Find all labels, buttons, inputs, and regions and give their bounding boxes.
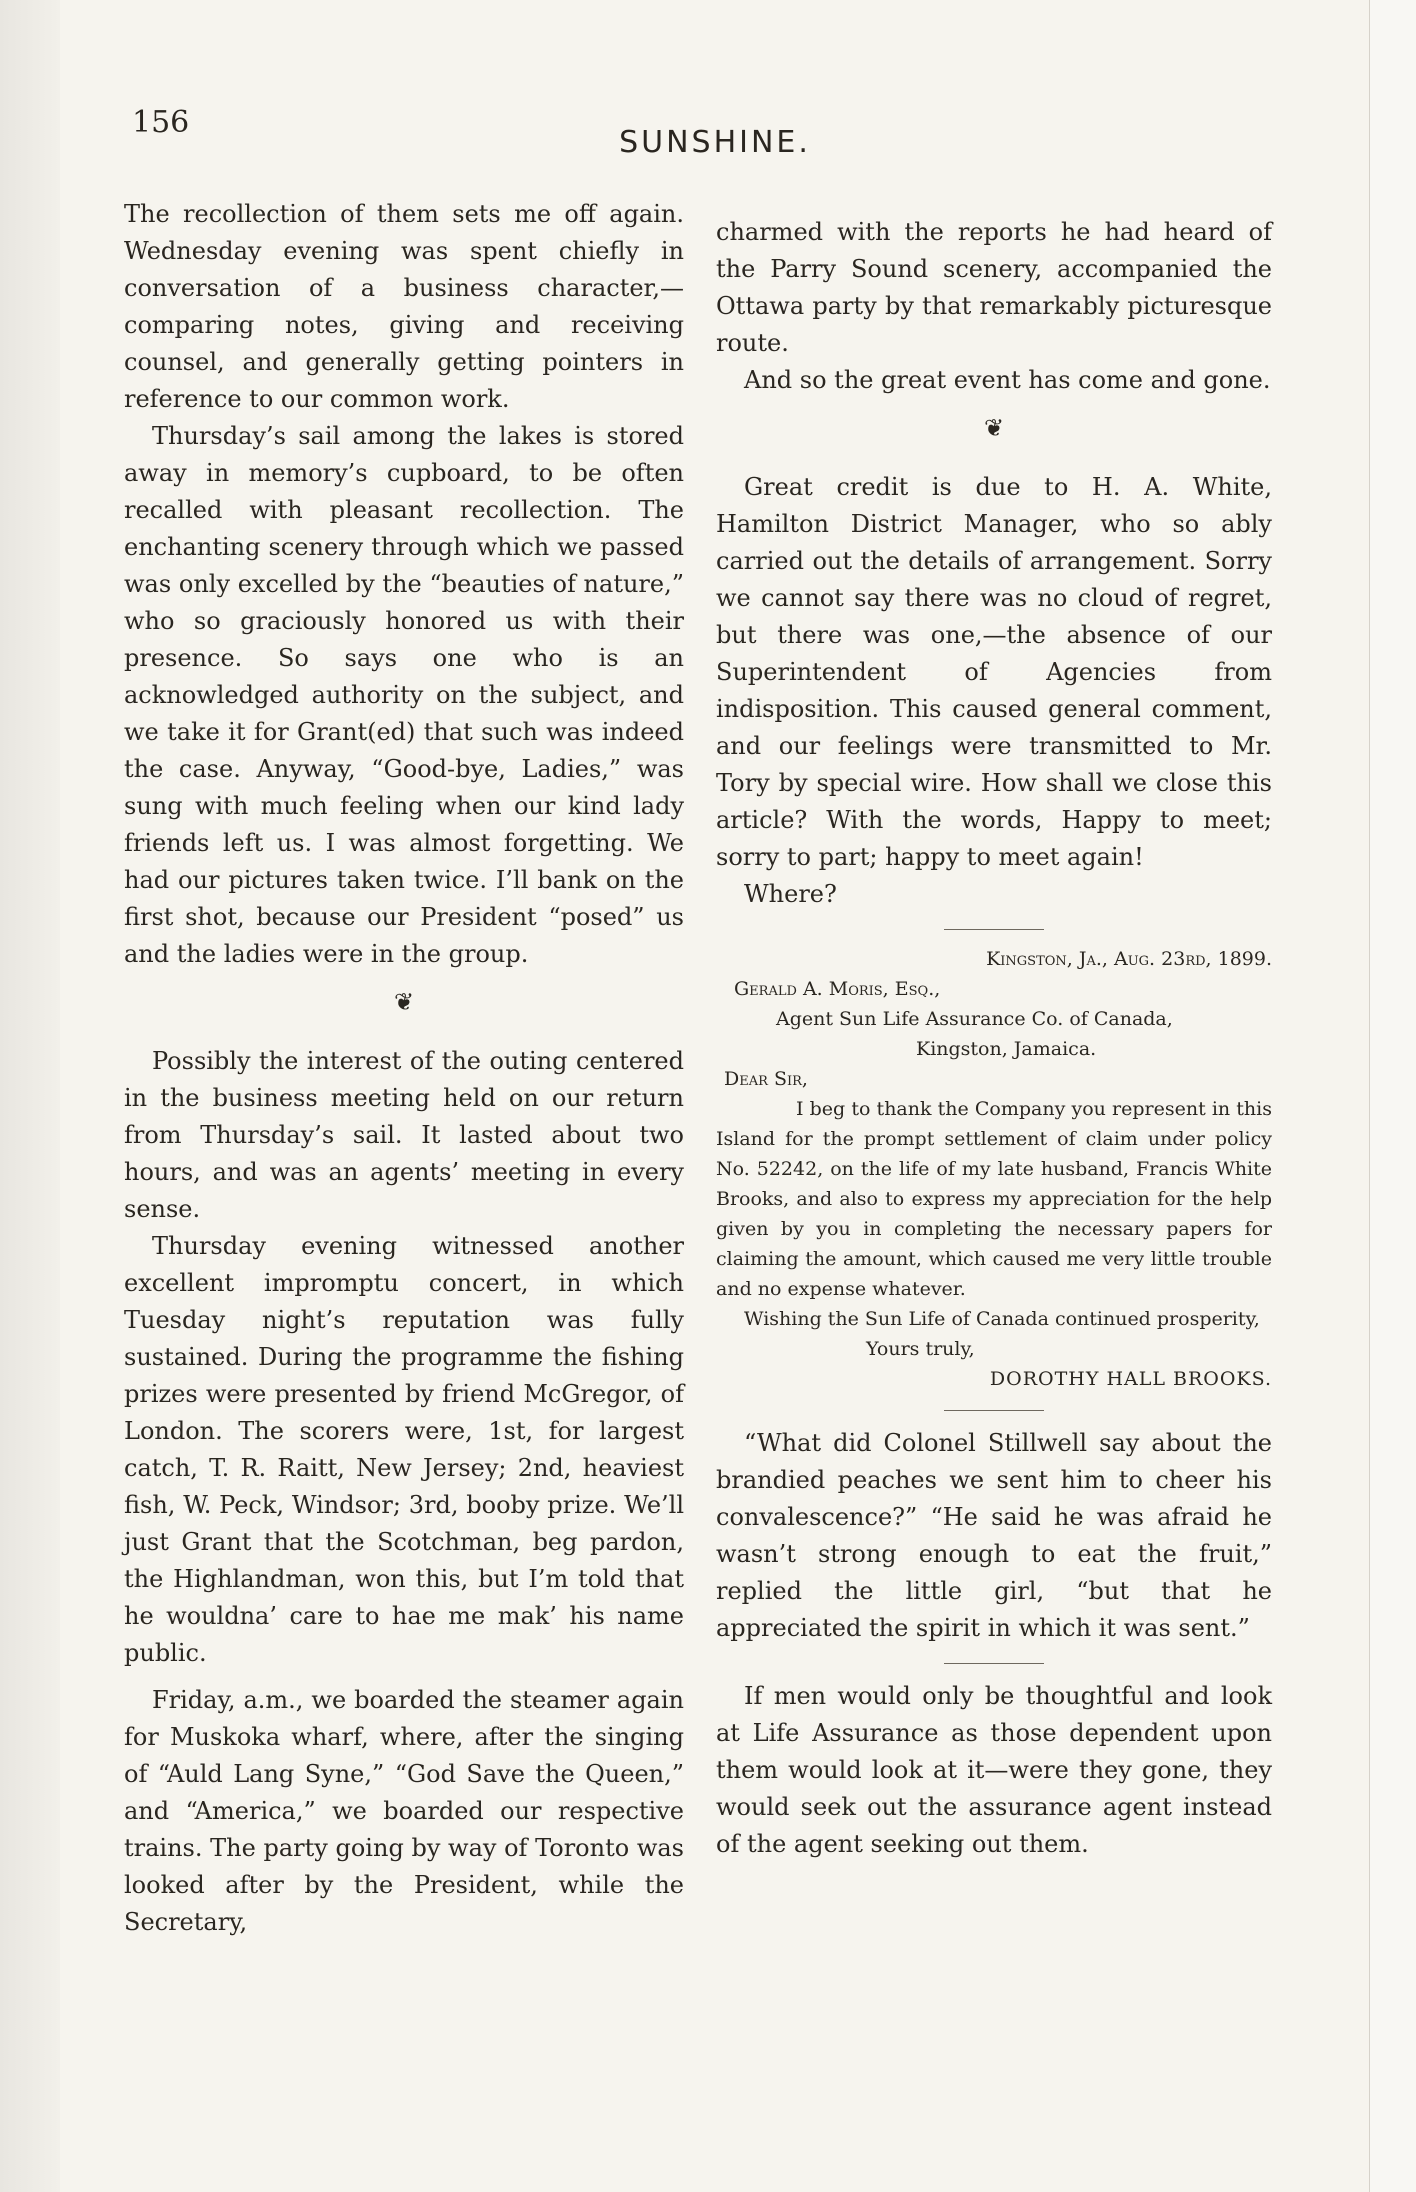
paragraph-thursday-evening: Thursday evening witnessed another excellent impromptu concert, in which Tuesday night’s reputation was fully sustained. During the programme the fishing prizes were presented by friend McGregor, of London. The scorers were, 1st, for largest catch, T. R. Raitt, New Jersey; 2nd, heaviest fish, W. Peck, Windsor; 3rd, booby prize. We’ll just Grant that the Scotchman, beg pardon, the Highlandman, won this, but I’m told that he wouldna’ care to hae me mak’ his name public. bbox=[124, 1232, 684, 1667]
left-column bbox=[124, 196, 684, 1941]
letter-signature: DOROTHY HALL BROOKS. bbox=[989, 1368, 1272, 1390]
testimonial-letter bbox=[716, 944, 1272, 1394]
paragraph-anecdote: “What did Colonel Stillwell say about the brandied peaches we sent him to cheer his convalescence?” “He said he was afraid he wasn’t strong enough to eat the fruit,” replied the little girl, “but that he appreciated the spirit in which it was sent.” bbox=[716, 1429, 1272, 1642]
fleuron-ornament: ❦ bbox=[393, 988, 415, 1016]
binding-edge bbox=[0, 0, 61, 2192]
paragraph-recollection: The recollection of them sets me off again. Wednesday evening was spent chiefly in conversation of a business character,—comparing notes, giving and receiving counsel, and generally getting pointers in reference to our common work. bbox=[124, 200, 684, 413]
letter-wish: Wishing the Sun Life of Canada continued prosperity, bbox=[744, 1308, 1260, 1330]
letter-addressee: Gerald A. Moris, Esq., bbox=[734, 978, 941, 1000]
paragraph-where: Where? bbox=[744, 880, 837, 908]
section-divider bbox=[944, 1663, 1044, 1664]
letter-salutation: Dear Sir, bbox=[724, 1068, 808, 1090]
letter-body: I beg to thank the Company you represent in this Island for the prompt settlement of claim under policy No. 52242, on the life of my late husband, Francis White Brooks, and also to express my appreciation for the help given by you in completing the necessary papers for claiming the amount, which caused me very little trouble and no expense whatever. bbox=[716, 1098, 1272, 1300]
letter-dateline: Kingston, Ja., Aug. 23rd, 1899. bbox=[986, 948, 1272, 970]
fleuron-ornament: ❦ bbox=[983, 414, 1005, 442]
paragraph-closing: If men would only be thoughtful and look at Life Assurance as those dependent upon them would look at it—were they gone, they would seek out the assurance agent instead of the agent seeking out them. bbox=[716, 1682, 1272, 1858]
letter-closing: Yours truly, bbox=[866, 1338, 975, 1360]
paragraph-business-meeting: Possibly the interest of the outing centered in the business meeting held on our return from Thursday’s sail. It lasted about two hours, and was an agents’ meeting in every sense. bbox=[124, 1047, 684, 1223]
letter-addressee-title: Agent Sun Life Assurance Co. of Canada, bbox=[776, 1008, 1173, 1030]
paragraph-friday: Friday, a.m., we boarded the steamer again for Muskoka wharf, where, after the singing of “Auld Lang Syne,” “God Save the Queen,” and “America,” we boarded our respective trains. The party going by way of Toronto was looked after by the President, while the Secretary, bbox=[124, 1686, 684, 1936]
paragraph-thursday-sail: Thursday’s sail among the lakes is stored away in memory’s cupboard, to be often recalled with pleasant recollection. The enchanting scenery through which we passed was only excelled by the “beauties of nature,” who so graciously honored us with their presence. So says one who is an acknowledged authority on the subject, and we take it for Grant(ed) that such was indeed the case. Anyway, “Good-bye, Ladies,” was sung with much feeling when our kind lady friends left us. I was almost forgetting. We had our pictures taken twice. I’ll bank on the first shot, because our President “posed” us and the ladies were in the group. bbox=[124, 422, 684, 968]
masthead-title: SUNSHINE. bbox=[619, 125, 811, 160]
paragraph-continuation: charmed with the reports he had heard of the Parry Sound scenery, accompanied the Ottawa party by that remarkably picturesque route. bbox=[716, 218, 1272, 357]
section-divider bbox=[944, 929, 1044, 930]
paragraph-credit: Great credit is due to H. A. White, Hamilton District Manager, who so ably carried out the details of arrangement. Sorry we cannot say there was no cloud of regret, but there was one,—the absence of our Superintendent of Agencies from indisposition. This caused general comment, and our feelings were transmitted to Mr. Tory by special wire. How shall we close this article? With the words, Happy to meet; sorry to part; happy to meet again! bbox=[716, 473, 1272, 871]
section-divider bbox=[944, 1410, 1044, 1411]
letter-addressee-place: Kingston, Jamaica. bbox=[916, 1038, 1097, 1060]
right-column bbox=[716, 214, 1272, 1863]
page-number: 156 bbox=[132, 105, 190, 140]
paragraph-event-gone: And so the great event has come and gone. bbox=[744, 366, 1271, 394]
right-page-edge bbox=[1369, 0, 1416, 2192]
